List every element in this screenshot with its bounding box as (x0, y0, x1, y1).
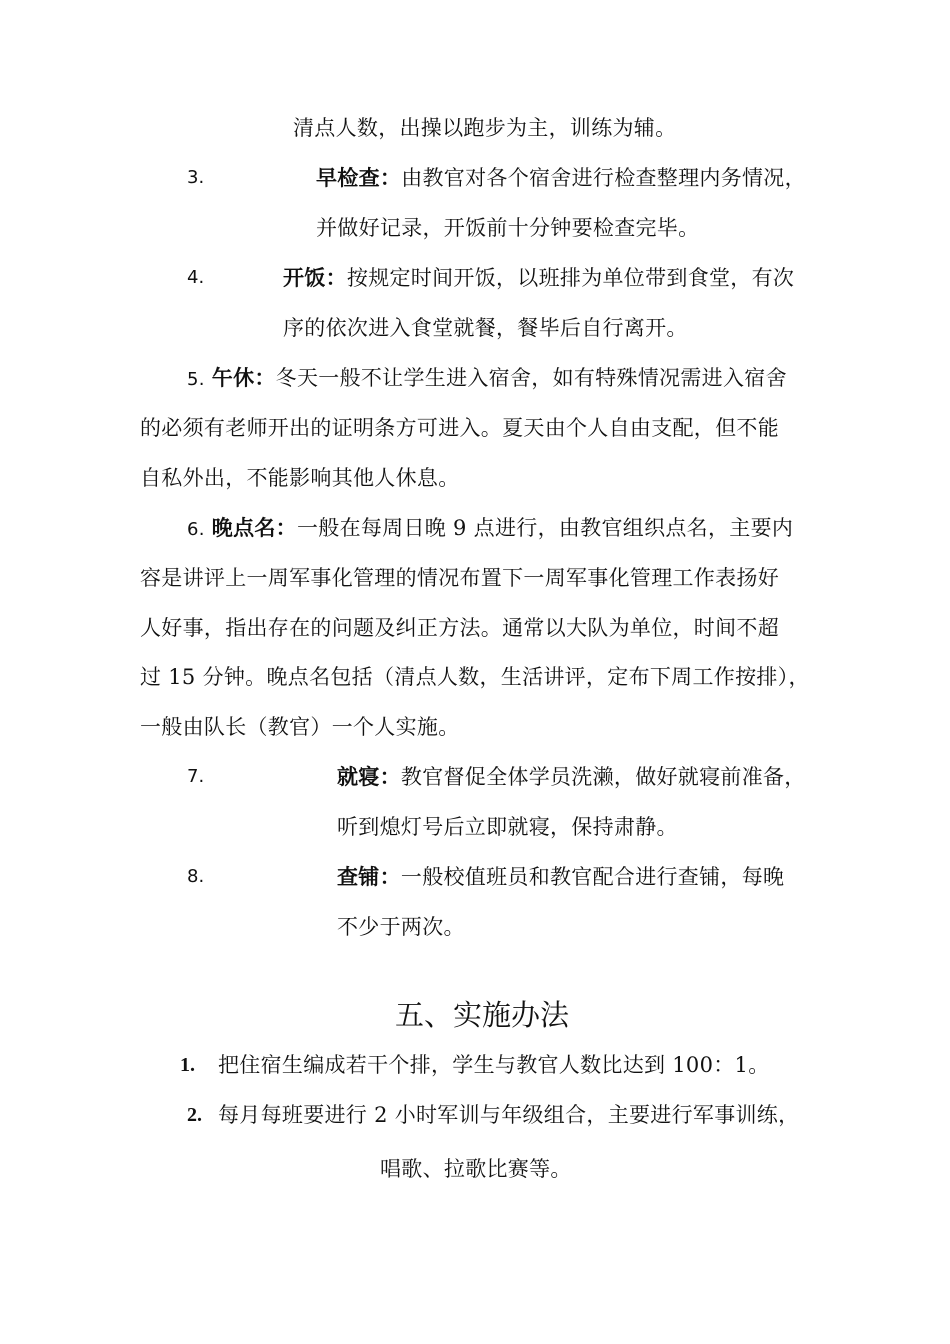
item-7-line-2: 听到熄灯号后立即就寝，保持肃静。 (337, 815, 678, 839)
item-3-text: 由教官对各个宿舍进行检查整理内务情况， (401, 166, 806, 190)
item-7-term: 就寝： (337, 765, 401, 789)
measure-2-line-1: 每月每班要进行 2 小时军训与年级组合，主要进行军事训练， (218, 1103, 800, 1127)
item-5-number: 5. (187, 369, 205, 390)
item-8-line-1 (337, 862, 784, 892)
item-3-number: 3. (187, 167, 205, 188)
item-5-line-1 (187, 363, 787, 395)
item-6-line-1 (187, 513, 793, 545)
item-5-line-3: 自私外出，不能影响其他人休息。 (140, 466, 460, 490)
item-6-line-5: 一般由队长（教官）一个人实施。 (140, 715, 460, 739)
item-3-term: 早检查： (316, 166, 402, 190)
item-8-line-2: 不少于两次。 (337, 915, 465, 939)
item-4-line-2: 序的依次进入食堂就餐，餐毕后自行离开。 (283, 316, 688, 340)
item-7-line-1 (337, 762, 806, 792)
item-4-line-1 (283, 263, 794, 293)
item-6-number: 6. (187, 519, 205, 540)
measure-2-line-2: 唱歌、拉歌比赛等。 (380, 1157, 572, 1181)
item-7-text: 教官督促全体学员洗濑，做好就寝前准备， (400, 765, 806, 789)
item-8-number: 8. (187, 866, 205, 887)
item-4-number: 4. (187, 267, 205, 288)
measure-1-number: 1. (180, 1054, 195, 1076)
item-4-text: 按规定时间开饭，以班排为单位带到食堂，有次 (346, 266, 795, 290)
continuation-line: 清点人数，出操以跑步为主，训练为辅。 (293, 116, 677, 140)
item-6-term: 晚点名： (211, 516, 297, 540)
section-heading: 五、实施办法 (395, 998, 570, 1032)
item-3-line-2: 并做好记录，开饭前十分钟要检查完毕。 (316, 216, 700, 240)
item-5-text: 冬天一般不让学生进入宿舍，如有特殊情况需进入宿舍 (275, 366, 787, 390)
item-6-line-2: 容是讲评上一周军事化管理的情况布置下一周军事化管理工作表扬好 (140, 566, 779, 590)
item-4-term: 开饭： (283, 266, 347, 290)
item-5-term: 午休： (211, 366, 276, 390)
item-5-line-2: 的必须有老师开出的证明条方可进入。夏天由个人自由支配，但不能 (140, 416, 779, 440)
item-3-line-1 (316, 163, 806, 193)
item-6-line-4: 过 15 分钟。晚点名包括（清点人数，生活讲评，定布下周工作按排）， (140, 665, 810, 689)
item-7-number: 7. (187, 766, 205, 787)
item-8-term: 查铺： (337, 865, 401, 889)
item-8-text: 一般校值班员和教官配合进行查铺，每晚 (400, 865, 785, 889)
measure-2-number: 2. (187, 1104, 202, 1126)
measure-1-text: 把住宿生编成若干个排，学生与教官人数比达到 100：1。 (218, 1053, 770, 1077)
item-6-text: 一般在每周日晚 9 点进行，由教官组织点名，主要内 (296, 516, 794, 540)
item-6-line-3: 人好事，指出存在的问题及纠正方法。通常以大队为单位，时间不超 (140, 616, 779, 640)
